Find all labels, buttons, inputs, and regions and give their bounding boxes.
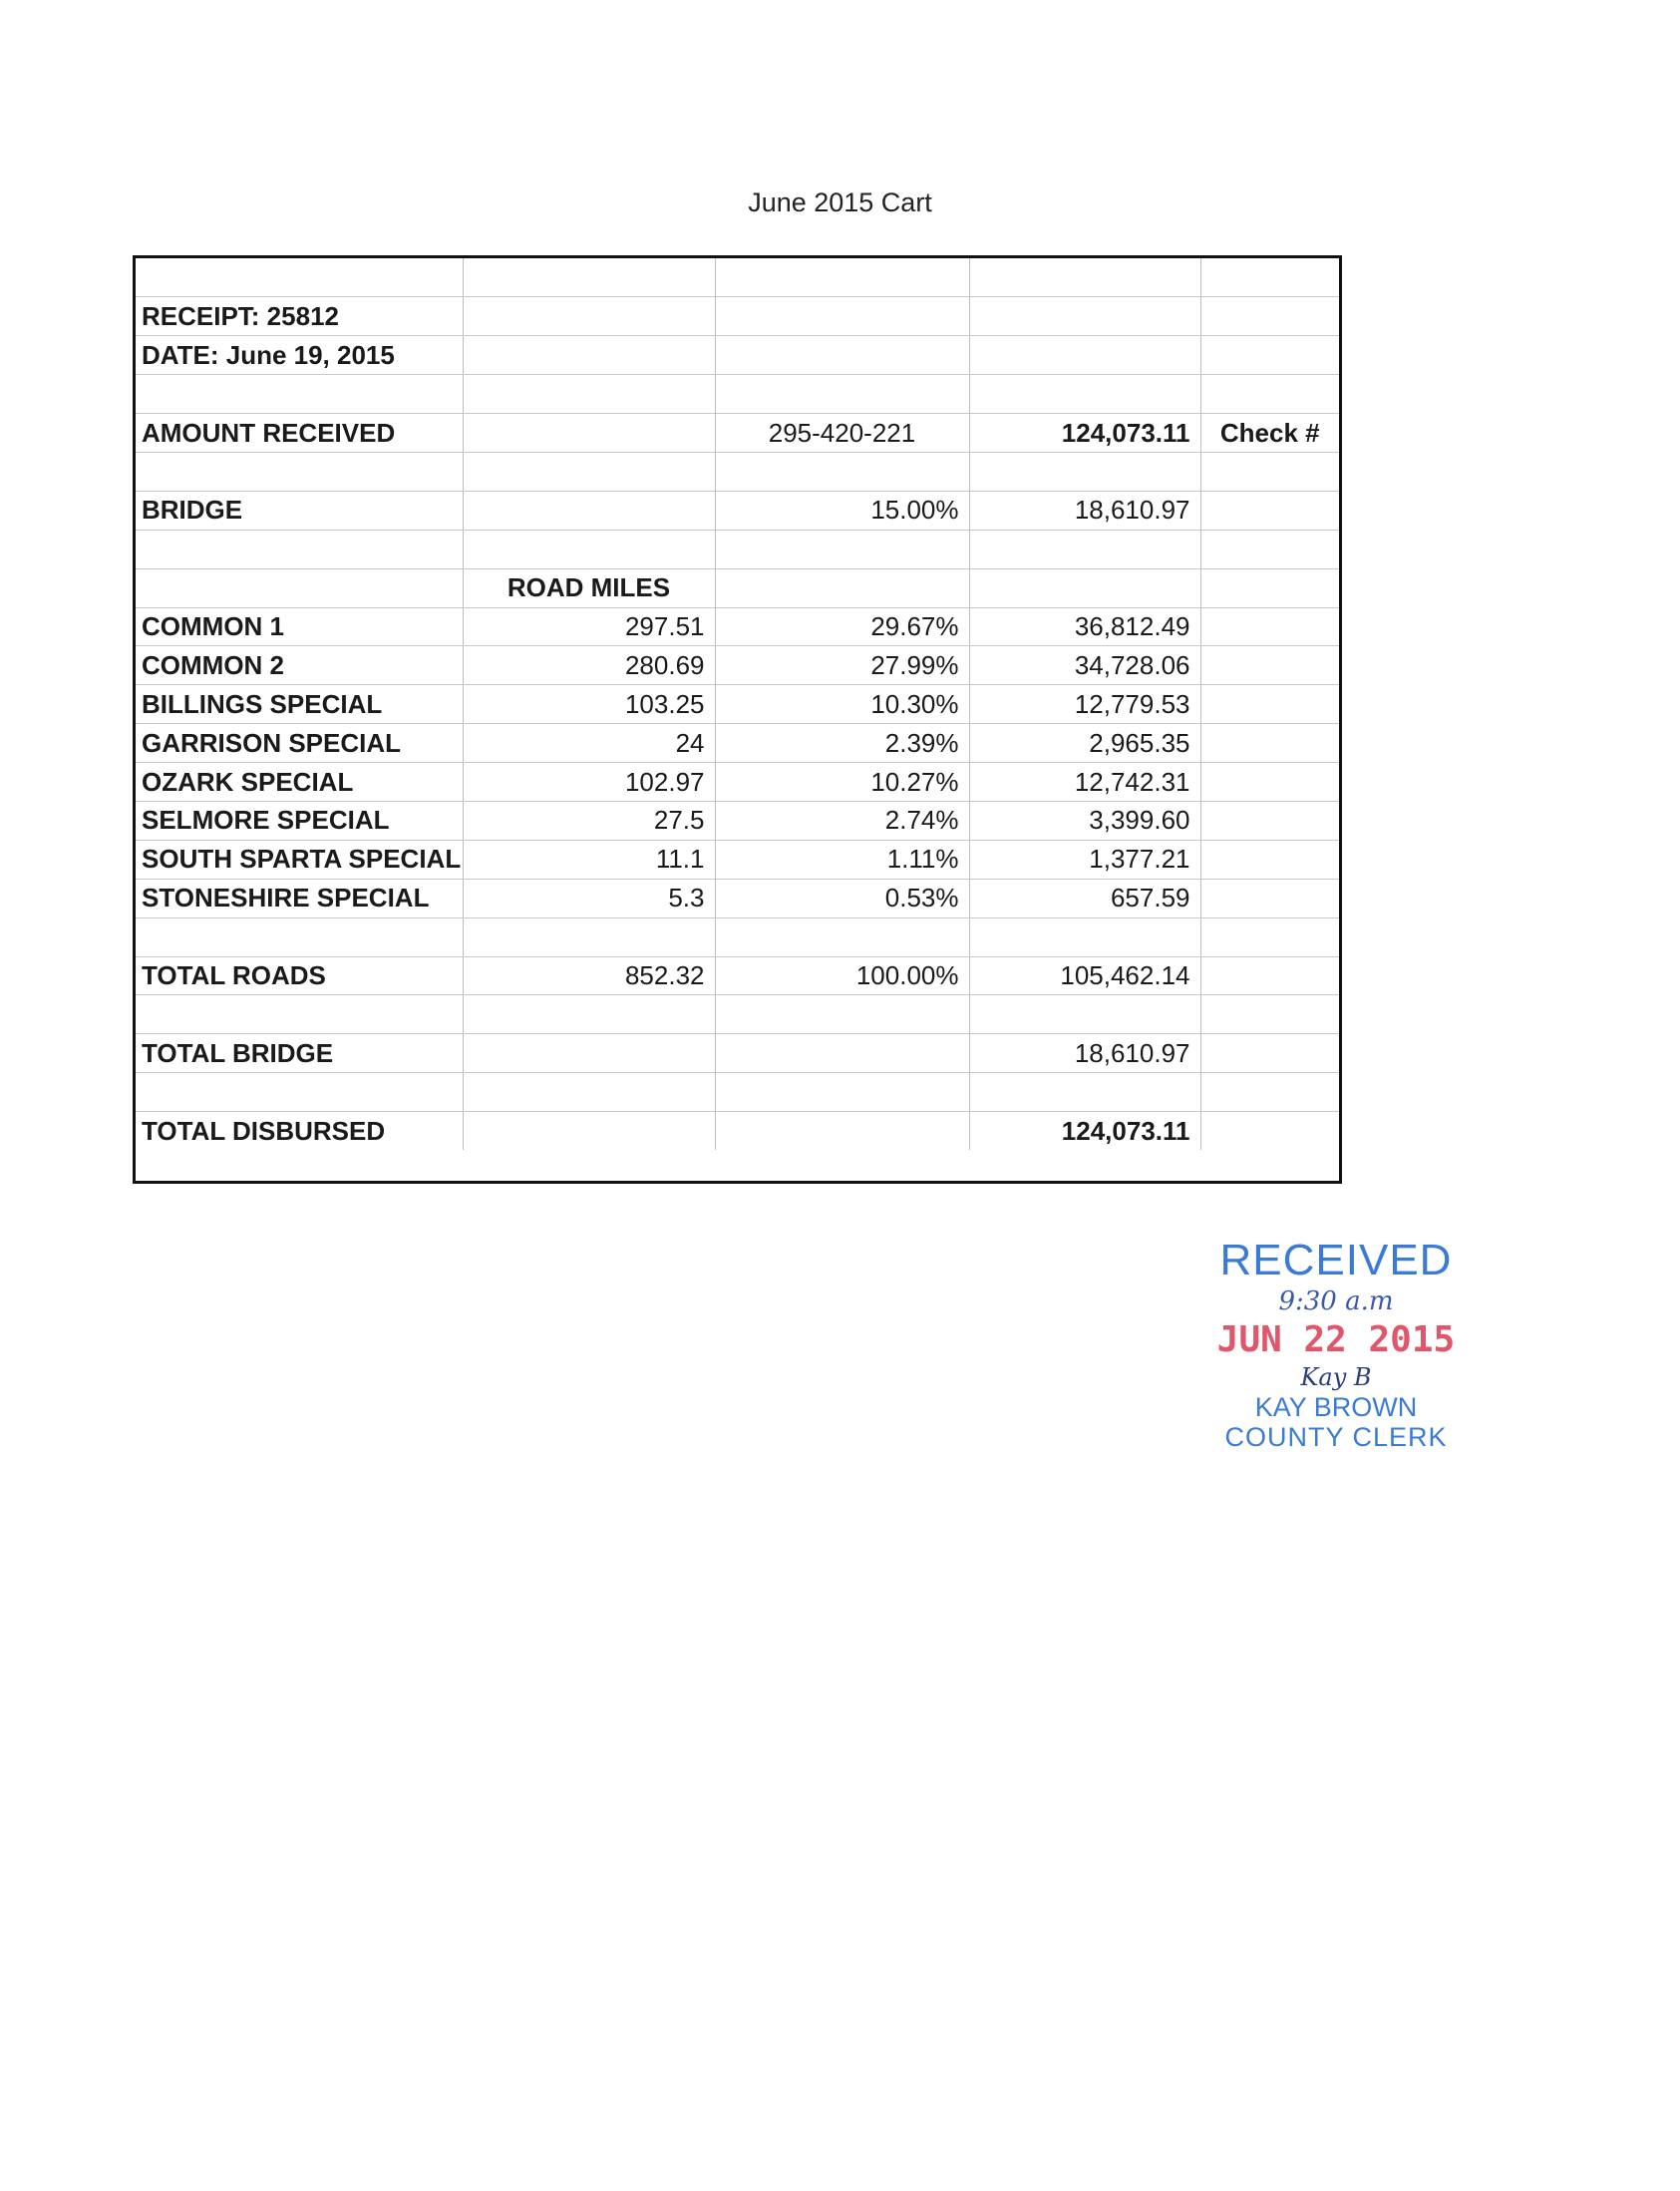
table-row bbox=[136, 879, 1339, 917]
district-miles: 102.97 bbox=[463, 763, 715, 802]
district-percent: 2.74% bbox=[715, 801, 969, 840]
account-number: 295-420-221 bbox=[715, 414, 969, 453]
road-miles-header: ROAD MILES bbox=[463, 568, 715, 607]
district-amount: 1,377.21 bbox=[969, 840, 1200, 879]
district-miles: 297.51 bbox=[463, 607, 715, 646]
total-roads-label: TOTAL ROADS bbox=[136, 956, 463, 995]
bridge-row bbox=[136, 491, 1339, 530]
receipt-row bbox=[136, 297, 1339, 336]
total-roads-row bbox=[136, 956, 1339, 995]
district-percent: 27.99% bbox=[715, 646, 969, 685]
district-percent: 2.39% bbox=[715, 724, 969, 763]
district-name: BILLINGS SPECIAL bbox=[136, 685, 463, 724]
amount-received-label: AMOUNT RECEIVED bbox=[136, 414, 463, 453]
district-miles: 11.1 bbox=[463, 840, 715, 879]
table-row bbox=[136, 607, 1339, 646]
check-number-label: Check # bbox=[1200, 414, 1339, 453]
table-row bbox=[136, 763, 1339, 802]
bridge-percent: 15.00% bbox=[715, 491, 969, 530]
blank-row bbox=[136, 452, 1339, 491]
district-percent: 29.67% bbox=[715, 607, 969, 646]
district-miles: 27.5 bbox=[463, 801, 715, 840]
stamp-received-text: RECEIVED bbox=[1219, 1236, 1453, 1284]
blank-row bbox=[136, 530, 1339, 568]
district-amount: 36,812.49 bbox=[969, 607, 1200, 646]
date-label: DATE: June 19, 2015 bbox=[136, 336, 463, 375]
blank-row bbox=[136, 258, 1339, 297]
blank-row bbox=[136, 917, 1339, 956]
document-title: June 2015 Cart bbox=[748, 187, 932, 217]
table-row bbox=[136, 840, 1339, 879]
total-roads-amount: 105,462.14 bbox=[969, 956, 1200, 995]
district-percent: 10.30% bbox=[715, 685, 969, 724]
stamp-date: JUN 22 2015 bbox=[1216, 1319, 1456, 1360]
table-row bbox=[136, 646, 1339, 685]
amount-received-row bbox=[136, 414, 1339, 453]
blank-row bbox=[136, 995, 1339, 1034]
receipt-label: RECEIPT: 25812 bbox=[136, 297, 463, 336]
total-disbursed-label: TOTAL DISBURSED bbox=[142, 1115, 386, 1146]
district-name: GARRISON SPECIAL bbox=[136, 724, 463, 763]
district-amount: 657.59 bbox=[969, 879, 1200, 917]
district-miles: 5.3 bbox=[463, 879, 715, 917]
date-row bbox=[136, 336, 1339, 375]
bridge-amount: 18,610.97 bbox=[969, 491, 1200, 530]
district-name: STONESHIRE SPECIAL bbox=[136, 879, 463, 917]
district-percent: 10.27% bbox=[715, 763, 969, 802]
district-name: COMMON 2 bbox=[136, 646, 463, 685]
stamp-time: 9:30 a.m bbox=[1278, 1286, 1394, 1316]
received-stamp bbox=[1206, 1237, 1466, 1452]
district-miles: 103.25 bbox=[463, 685, 715, 724]
table-row bbox=[136, 685, 1339, 724]
stamp-clerk-office: COUNTY CLERK bbox=[1224, 1422, 1448, 1452]
total-disbursed-row bbox=[136, 1112, 1339, 1151]
district-name: SOUTH SPARTA SPECIAL bbox=[136, 840, 463, 879]
total-disbursed-amount: 124,073.11 bbox=[969, 1112, 1200, 1151]
spreadsheet bbox=[133, 255, 1342, 1184]
amount-received-value: 124,073.11 bbox=[969, 414, 1200, 453]
total-bridge-label: TOTAL BRIDGE bbox=[136, 1034, 463, 1073]
district-amount: 2,965.35 bbox=[969, 724, 1200, 763]
blank-row bbox=[136, 1073, 1339, 1112]
stamp-clerk-name: KAY BROWN bbox=[1254, 1392, 1418, 1422]
table-row bbox=[136, 724, 1339, 763]
district-amount: 34,728.06 bbox=[969, 646, 1200, 685]
total-roads-percent: 100.00% bbox=[715, 956, 969, 995]
table-row bbox=[136, 801, 1339, 840]
district-amount: 3,399.60 bbox=[969, 801, 1200, 840]
total-bridge-amount: 18,610.97 bbox=[969, 1034, 1200, 1073]
district-name: COMMON 1 bbox=[136, 607, 463, 646]
district-name: OZARK SPECIAL bbox=[136, 763, 463, 802]
district-percent: 0.53% bbox=[715, 879, 969, 917]
road-miles-header-row bbox=[136, 568, 1339, 607]
district-name: SELMORE SPECIAL bbox=[136, 801, 463, 840]
district-miles: 24 bbox=[463, 724, 715, 763]
total-bridge-row bbox=[136, 1034, 1339, 1073]
blank-row bbox=[136, 375, 1339, 414]
district-miles: 280.69 bbox=[463, 646, 715, 685]
total-roads-miles: 852.32 bbox=[463, 956, 715, 995]
district-amount: 12,742.31 bbox=[969, 763, 1200, 802]
district-percent: 1.11% bbox=[715, 840, 969, 879]
bridge-label: BRIDGE bbox=[136, 491, 463, 530]
stamp-signature: Kay B bbox=[1300, 1363, 1372, 1391]
disbursement-table bbox=[136, 258, 1339, 1150]
district-amount: 12,779.53 bbox=[969, 685, 1200, 724]
